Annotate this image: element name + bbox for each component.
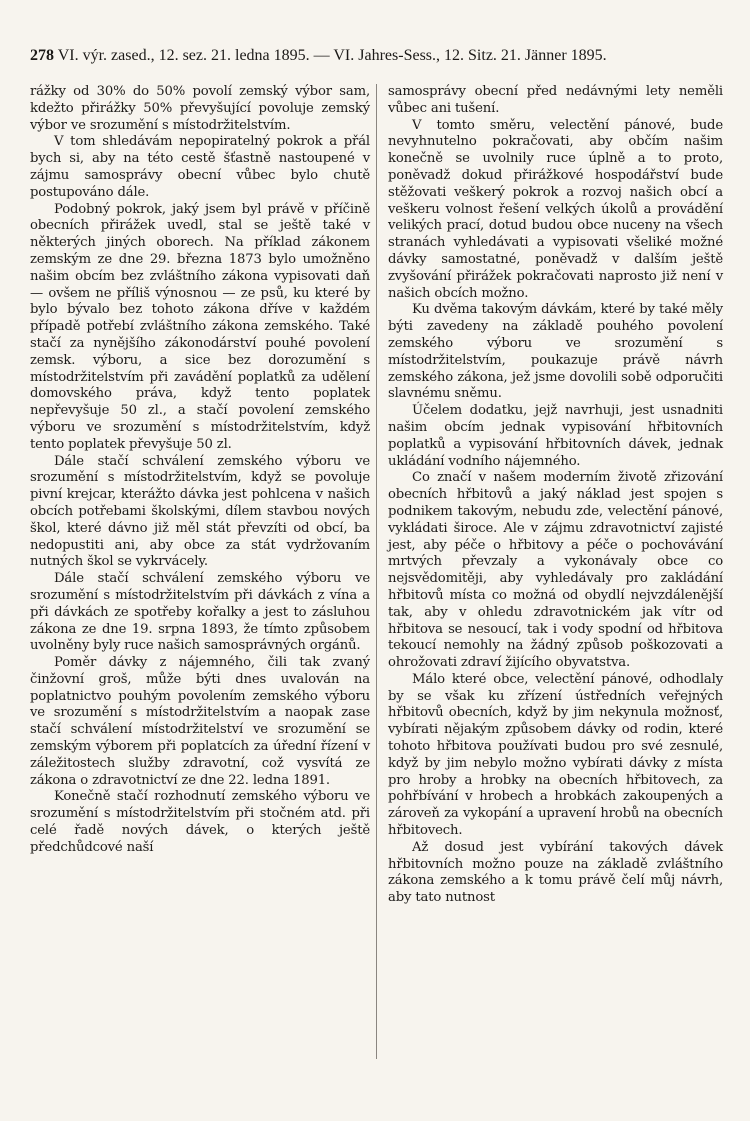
paragraph: Dále stačí schválení zemského výboru ve srozumění s místodržitelstvím, když se povoluje pivní krejcar, kterážto dávka jest pohlcena v našich obcích potřebami školskými, dílem stavbou nových škol, které dávno již měl stát převzíti od obcí, ba nedopustiti ani, aby obce za stát vydržovaním nutných škol se vykrvácely. — [30, 453, 370, 570]
paragraph: Až dosud jest vybírání takových dávek hřbitovních možno pouze na základě zvláštního zákona zemského a k tomu právě čelí můj návrh, aby tato nutnost — [388, 839, 723, 906]
header-right-label: VI. Jahres-Sess., 12. Sitz. 21. Jänner 1895. — [333, 47, 607, 64]
paragraph: Dále stačí schválení zemského výboru ve srozumění s místodržitelstvím při dávkách z vína a při dávkách ze spotřeby kořalky a jest to zásluhou zákona ze dne 19. srpna 1893, že tímto způsobem uvolněny byly ruce našich samosprávných orgánů. — [30, 571, 370, 654]
paragraph: Podobný pokrok, jaký jsem byl právě v příčině obecních přirážek uvedl, stal se ještě také v některých jiných oborech. Na příklad zákonem zemským ze dne 29. března 1873 bylo umožněno našim obcím bez zvláštního zákona vypisovati daň — ovšem ne příliš výnosnou — ze psů, ku které by bylo bývalo bez tohoto zákona dříve v každém případě potřebí zvláštního zákona zemského. Také stačí za nynějšího zákonodárství pouhé povolení zemsk. výboru, a sice bez dorozumění s místodržitelstvím při zavádění poplatků za udělení domovského práva, když tento poplatek nepřevyšuje 50 zl., a stačí povolení zemského výboru ve srozumění s místodržitelstvím, když tento poplatek převyšuje 50 zl. — [30, 201, 370, 452]
paragraph: Poměr dávky z nájemného, čili tak zvaný činžovní groš, může býti dnes uvalován na poplatnictvo pouhým povolením zemského výboru ve srozumění s místodržitelstvím a naopak zase stačí schválení místodržitelství ve srozumění se zemským výborem při poplatcích za úřední řízení v záležitostech služby zdravotní, což vysvítá ze zákona o zdravotnictví ze dne 22. ledna 1891. — [30, 655, 370, 788]
page-number: 278 — [30, 47, 54, 64]
paragraph: V tom shledávám nepopiratelný pokrok a přál bych si, aby na této cestě šťastně nastoupené v zájmu samosprávy obecní vůbec bylo chutě postupováno dále. — [30, 134, 370, 200]
paragraph: Co značí v našem moderním životě zřizování obecních hřbitovů a jaký náklad jest spojen s podnikem takovým, nebudu zde, velectění pánové, vykládati široce. Ale v zájmu zdravotnictví zajisté jest, aby péče o hřbitovy a péče o pochovávání mrtvých převzaly a vykonávaly obce co nejsvědomitěji, aby vyhledávaly pro zakládání hřbitovů místa co možná od obydlí nejvzdálenější tak, aby v ohledu zdravotnickém jak vítr od hřbitova se nesoucí, tak i vody spodní od hřbitova tekoucí nemohly na žádný způsob poškozovati a ohrožovati zdraví žijícího obyvatstva. — [388, 470, 723, 671]
paragraph: Ku dvěma takovým dávkám, které by také měly býti zavedeny na základě pouhého povolení zemského výboru ve srozumění s místodržitelstvím, poukazuje právě návrh zemského zákona, jež jsme dovolili sobě odporučiti slavnému sněmu. — [388, 302, 723, 402]
header-left-label: VI. výr. zased., 12. sez. 21. ledna 1895. — [57, 47, 310, 64]
paragraph: Konečně stačí rozhodnutí zemského výboru ve srozumění s místodržitelstvím při stočném atd. při celé řadě nových dávek, o kterých ještě předchůdcové naší — [30, 789, 370, 855]
column-divider — [376, 84, 377, 1059]
paragraph: samosprávy obecní před nedávnými lety neměli vůbec ani tušení. — [388, 84, 723, 116]
left-column — [30, 84, 370, 857]
right-column — [388, 84, 723, 907]
page-header — [30, 42, 720, 70]
paragraph: Málo které obce, velectění pánové, odhodlaly by se však ku zřízení ústředních veřejných hřbitovů obecních, když by jim nekynula možnosť, vybírati nějakým způsobem dávky od rodin, které tohoto hřbitova používati budou pro své zesnulé, když by jim nebylo možno vybírati dávky z místa pro hroby a hrobky na obecních hřbitovech, za pohřbívání v hrobech a hrobkách zakoupených a zároveň za vykopání a upravení hrobů na obecních hřbitovech. — [388, 671, 723, 839]
paragraph: rážky od 30% do 50% povolí zemský výbor sam, kdežto přirážky 50% převyšující povoluje zemský výbor ve srozumění s místodržitelstvím. — [30, 84, 370, 133]
header-separator: — — [313, 47, 330, 64]
paragraph: Účelem dodatku, jejž navrhuji, jest usnadniti našim obcím jednak vypisování hřbitovních poplatků a vypisování hřbitovních dávek, jednak ukládání vodního nájemného. — [388, 403, 723, 469]
paragraph: V tomto směru, velectění pánové, bude nevyhnutelno pokračovati, aby občím našim konečně se uvolnily ruce úplně a to proto, poněvadž dokud přirážkové hospodářství bude stěžovati veškerý pokrok a rozvoj našich obcí a veškeru volnost řešení velkých úkolů a provádění velikých prací, dotud budou obce nuceny na všech stranách vyhledávati a vypisovati všeliké možné dávky samostatné, poněvadž v dalším ještě zvyšování přirážek pokračovati naprosto již není v našich obcích možno. — [388, 117, 723, 301]
